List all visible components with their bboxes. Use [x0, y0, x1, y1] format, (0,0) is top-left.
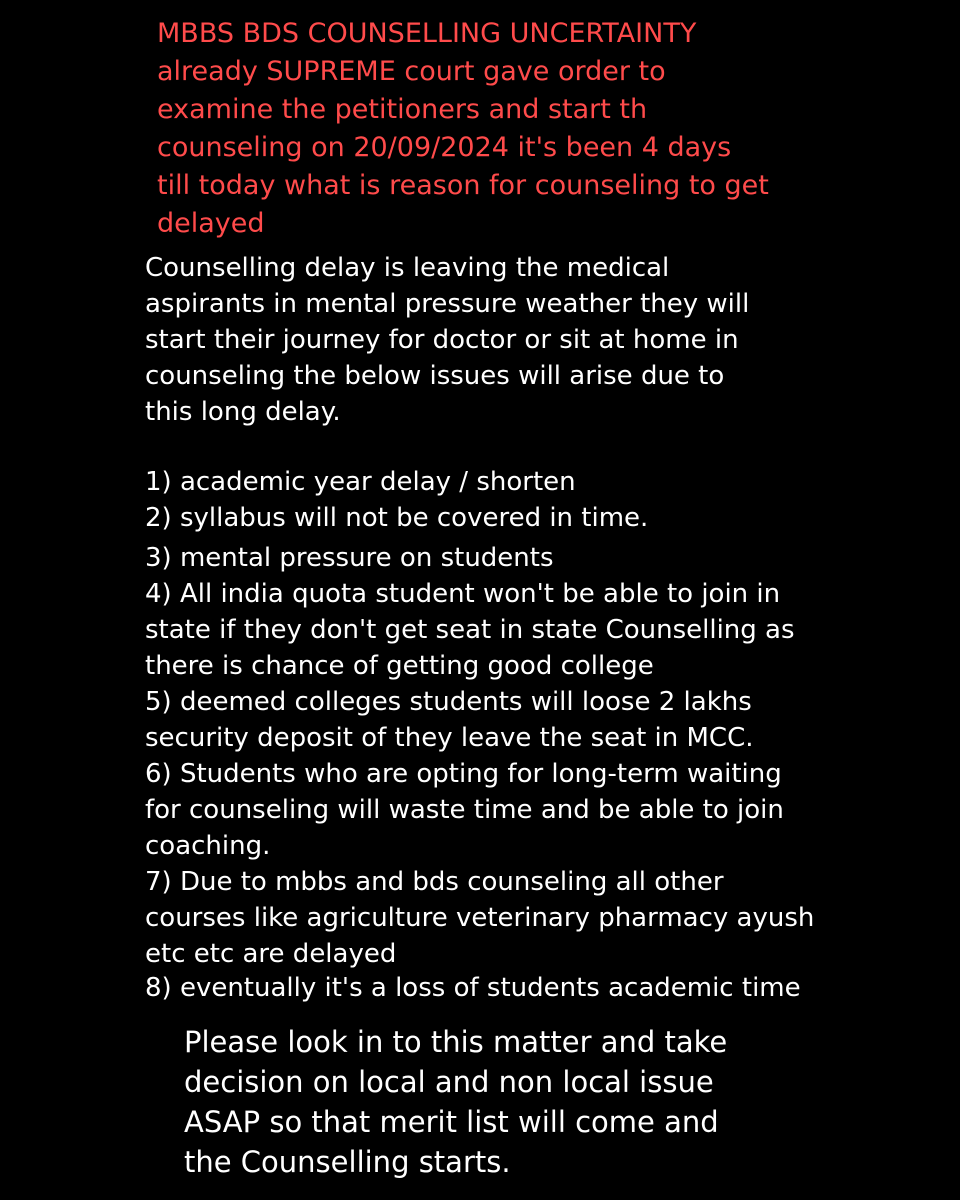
- issue-line: etc etc are delayed: [145, 939, 397, 969]
- intro-line: aspirants in mental pressure weather they will: [145, 289, 750, 319]
- heading-line: MBBS BDS COUNSELLING UNCERTAINTY: [157, 18, 697, 49]
- intro-line: Counselling delay is leaving the medical: [145, 253, 670, 283]
- issue-line: 2) syllabus will not be covered in time.: [145, 503, 649, 533]
- closing-line: the Counselling starts.: [184, 1145, 511, 1179]
- intro-line: start their journey for doctor or sit at home in: [145, 325, 739, 355]
- issue-line: 4) All india quota student won't be able to join in: [145, 579, 781, 609]
- issue-line: security deposit of they leave the seat in MCC.: [145, 723, 754, 753]
- closing-line: ASAP so that merit list will come and: [184, 1105, 719, 1139]
- issue-line: state if they don't get seat in state Counselling as: [145, 615, 795, 645]
- issue-line: 8) eventually it's a loss of students academic time: [145, 973, 801, 1003]
- heading-line: delayed: [157, 208, 265, 239]
- issue-line: there is chance of getting good college: [145, 651, 654, 681]
- issue-line: for counseling will waste time and be able to join: [145, 795, 784, 825]
- issue-line: 5) deemed colleges students will loose 2 lakhs: [145, 687, 752, 717]
- heading-line: counseling on 20/09/2024 it's been 4 days: [157, 132, 732, 163]
- closing-line: Please look in to this matter and take: [184, 1025, 728, 1059]
- issue-line: coaching.: [145, 831, 271, 861]
- issue-line: courses like agriculture veterinary pharmacy ayush: [145, 903, 815, 933]
- heading-line: already SUPREME court gave order to: [157, 56, 666, 87]
- issue-line: 1) academic year delay / shorten: [145, 467, 576, 497]
- intro-line: this long delay.: [145, 397, 341, 427]
- issue-line: 6) Students who are opting for long-term waiting: [145, 759, 782, 789]
- issue-line: 3) mental pressure on students: [145, 543, 554, 573]
- issue-line: 7) Due to mbbs and bds counseling all other: [145, 867, 724, 897]
- heading-line: till today what is reason for counseling to get: [157, 170, 769, 201]
- heading-line: examine the petitioners and start th: [157, 94, 648, 125]
- closing-line: decision on local and non local issue: [184, 1065, 714, 1099]
- intro-line: counseling the below issues will arise due to: [145, 361, 725, 391]
